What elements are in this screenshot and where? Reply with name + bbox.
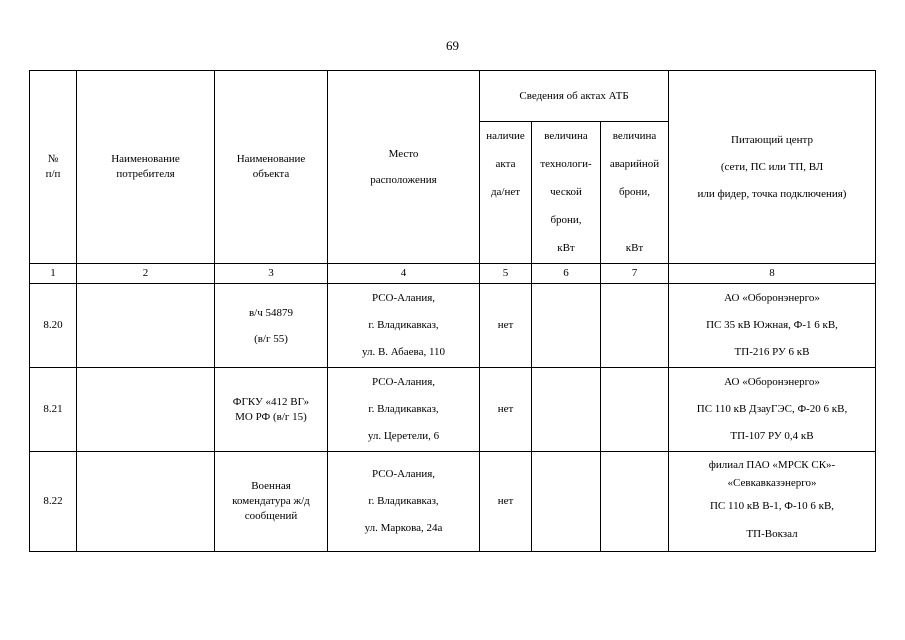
- row-center: АО «Оборонэнерго» ПС 35 кВ Южная, Ф-1 6 кВ, ТП-216 РУ 6 кВ: [669, 284, 876, 368]
- row-emerg: [601, 368, 669, 452]
- row-num: 8.21: [30, 368, 77, 452]
- row-object: ФГКУ «412 ВГ» МО РФ (в/г 15): [215, 368, 328, 452]
- header-atb-emerg: величина аварийной брони, кВт: [601, 122, 669, 264]
- table-row: [30, 284, 876, 368]
- column-number: 7: [601, 264, 669, 284]
- table-row: [30, 452, 876, 552]
- column-number-row: [30, 264, 876, 284]
- column-number: 1: [30, 264, 77, 284]
- row-location: РСО-Алания, г. Владикавказ, ул. В. Абаева, 110: [328, 284, 480, 368]
- row-location: РСО-Алания, г. Владикавказ, ул. Церетели, 6: [328, 368, 480, 452]
- row-location: РСО-Алания, г. Владикавказ, ул. Маркова, 24а: [328, 452, 480, 552]
- header-location: Место расположения: [328, 71, 480, 264]
- row-num: 8.22: [30, 452, 77, 552]
- row-object: в/ч 54879 (в/г 55): [215, 284, 328, 368]
- column-number: 4: [328, 264, 480, 284]
- column-number: 6: [532, 264, 601, 284]
- row-emerg: [601, 452, 669, 552]
- column-number: 2: [77, 264, 215, 284]
- row-act: нет: [480, 284, 532, 368]
- row-tech: [532, 452, 601, 552]
- column-number: 8: [669, 264, 876, 284]
- row-consumer: [77, 452, 215, 552]
- row-center: АО «Оборонэнерго» ПС 110 кВ ДзауГЭС, Ф-20 6 кВ, ТП-107 РУ 0,4 кВ: [669, 368, 876, 452]
- row-tech: [532, 284, 601, 368]
- row-emerg: [601, 284, 669, 368]
- header-power-center: Питающий центр (сети, ПС или ТП, ВЛ или фидер, точка подключения): [669, 71, 876, 264]
- row-center: филиал ПАО «МРСК СК»- «Севкавказэнерго» ПС 110 кВ В-1, Ф-10 6 кВ, ТП-Вокзал: [669, 452, 876, 552]
- row-act: нет: [480, 368, 532, 452]
- row-object: Военная комендатура ж/д сообщений: [215, 452, 328, 552]
- header-atb-group: Сведения об актах АТБ: [480, 71, 669, 122]
- row-act: нет: [480, 452, 532, 552]
- header-atb-tech: величина технологи- ческой брони, кВт: [532, 122, 601, 264]
- header-consumer: Наименование потребителя: [77, 71, 215, 264]
- page-number: 69: [446, 38, 459, 53]
- column-number: 3: [215, 264, 328, 284]
- row-tech: [532, 368, 601, 452]
- row-num: 8.20: [30, 284, 77, 368]
- table-row: [30, 368, 876, 452]
- atb-table: [29, 70, 876, 552]
- row-consumer: [77, 368, 215, 452]
- column-number: 5: [480, 264, 532, 284]
- header-object: Наименование объекта: [215, 71, 328, 264]
- header-num: № п/п: [30, 71, 77, 264]
- header-atb-act: наличие акта да/нет: [480, 122, 532, 264]
- row-consumer: [77, 284, 215, 368]
